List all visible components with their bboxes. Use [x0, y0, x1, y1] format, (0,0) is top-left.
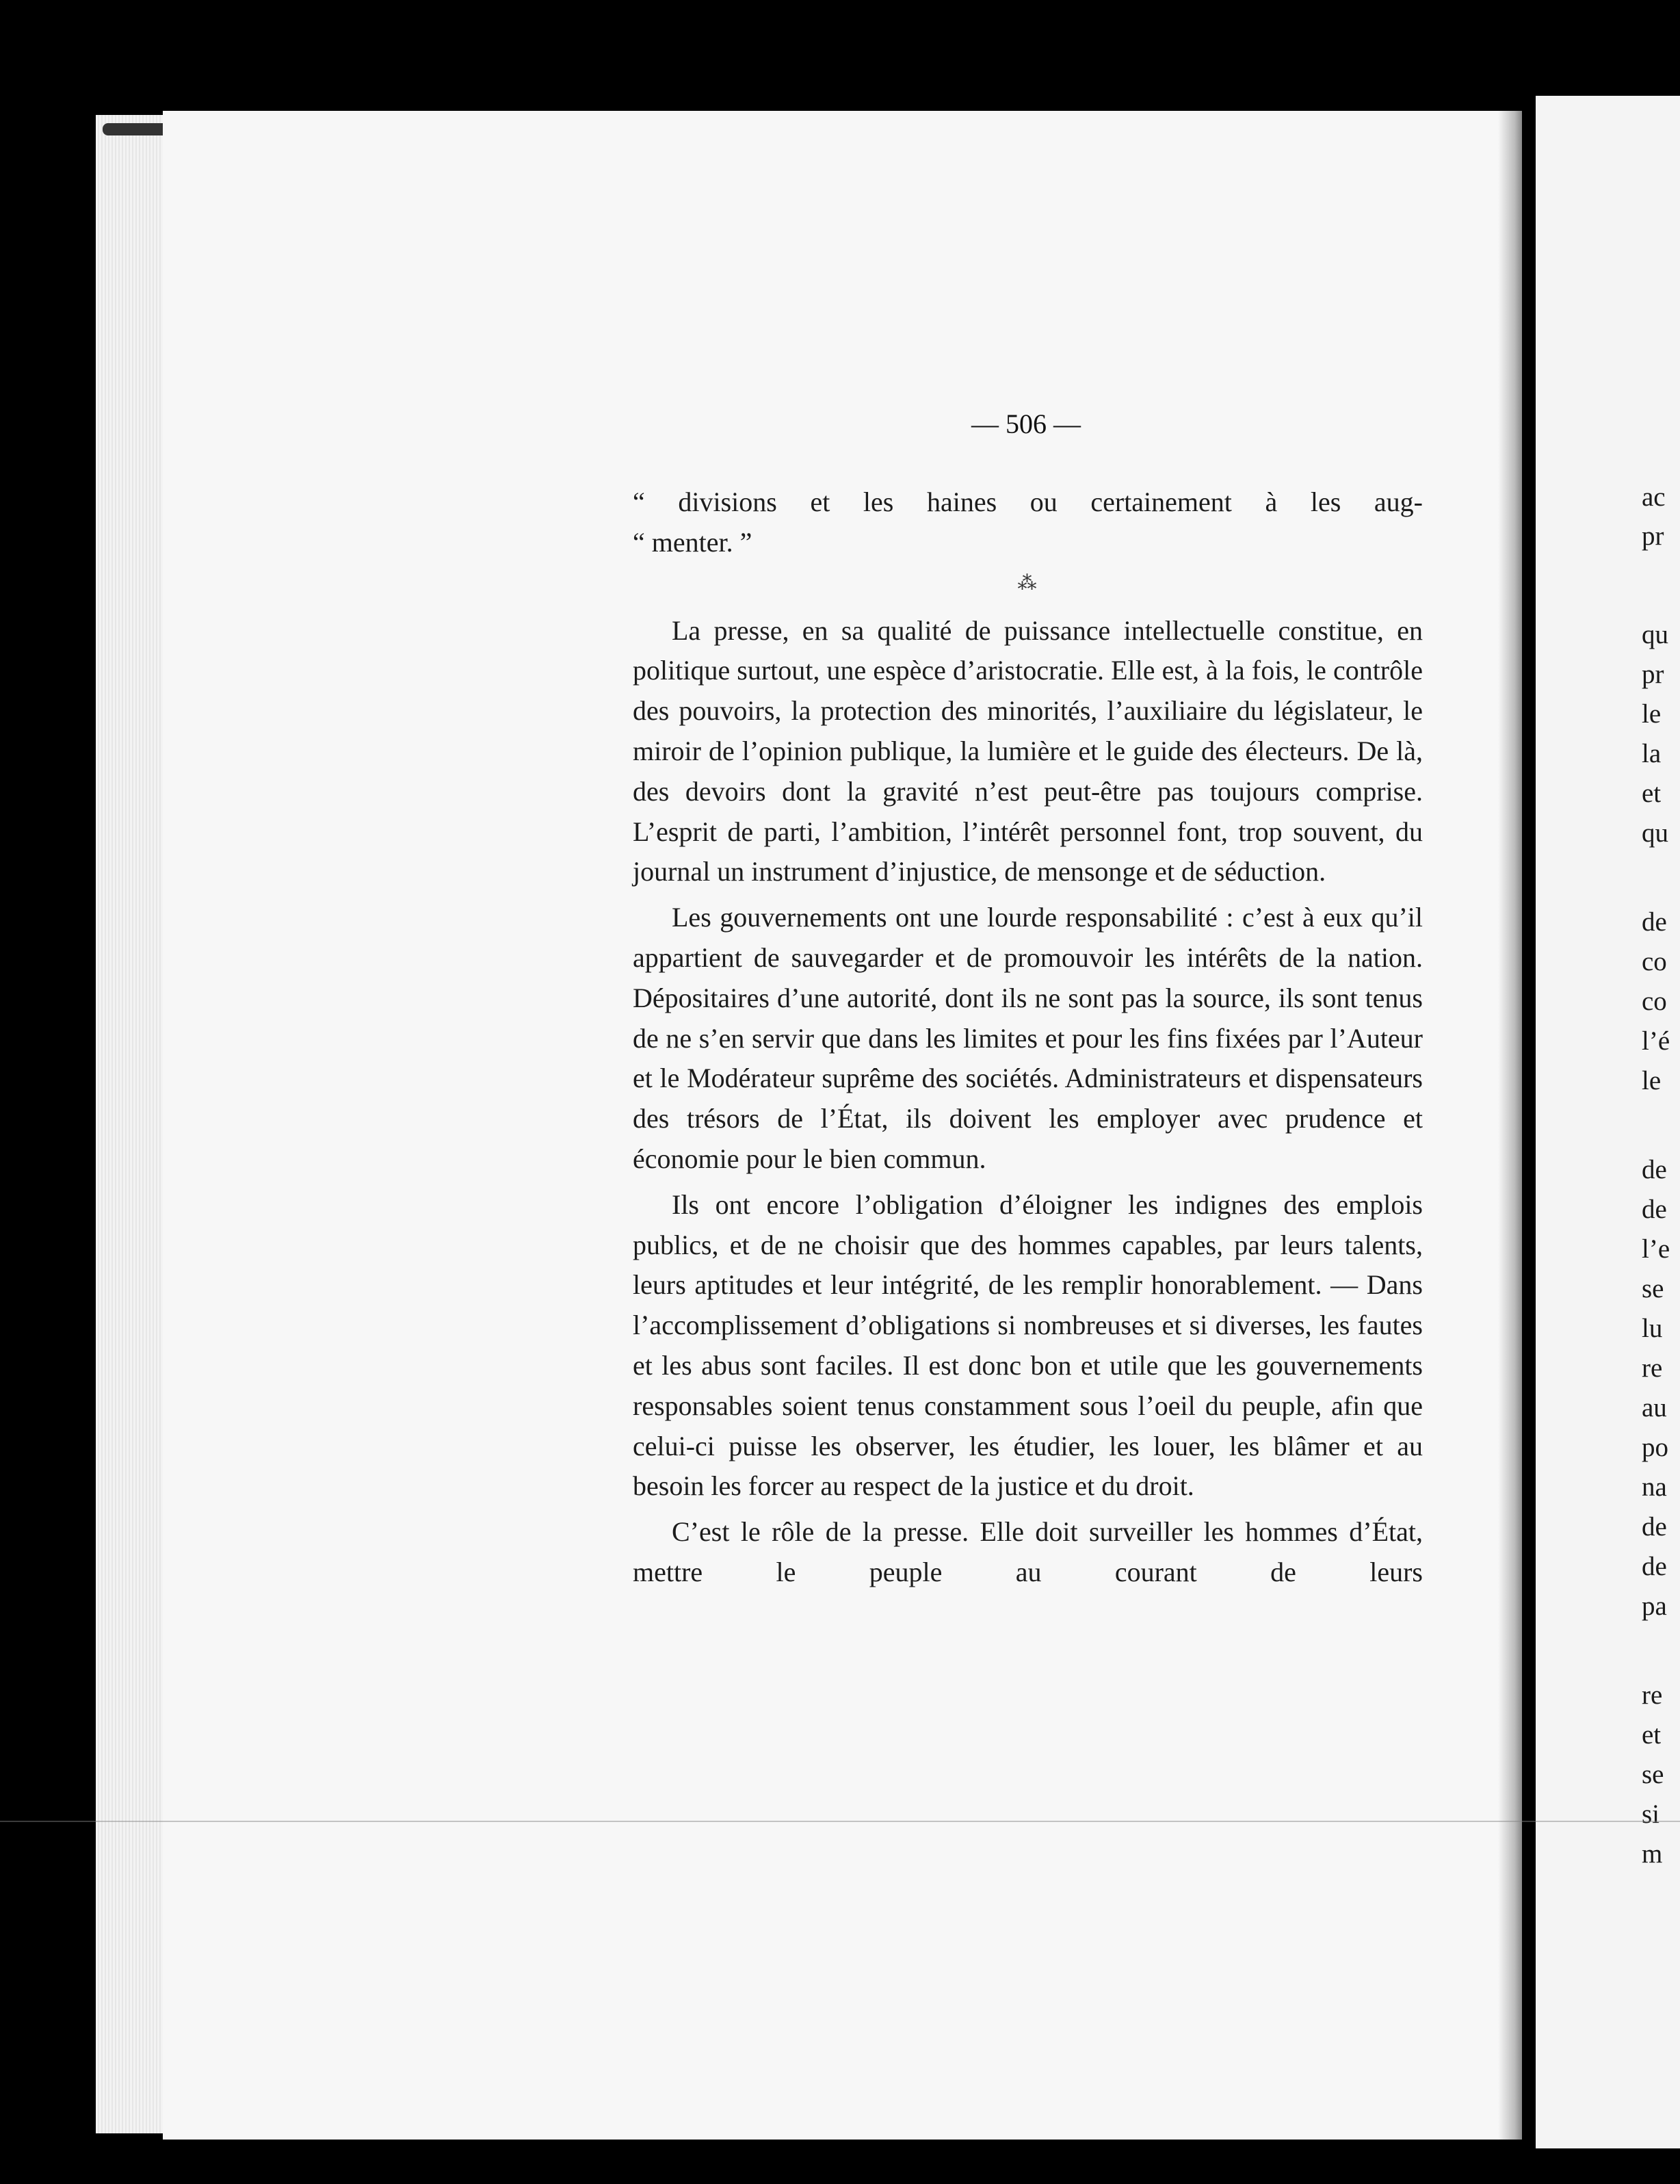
- right-page-fragment: de: [1642, 1155, 1667, 1184]
- right-page-fragment: lu: [1642, 1314, 1663, 1343]
- right-page: [1536, 96, 1680, 2148]
- right-page-fragment: le: [1642, 699, 1662, 729]
- paragraph: Ils ont encore l’obligation d’éloigner les indignes des emplois publics, et de ne choisir que des hommes capables, par leurs talents, leurs aptitudes et leur intégrité, de les remplir honorablement. — Dans l’accomplissement d’obligations si nombreuses et si diverses, les fautes et les abus sont faciles. Il est donc bon et utile que les gouvernements responsables soient tenus constamment sous l’oeil du peuple, afin que celui-ci puisse les observer, les étudier, les louer, les blâmer et au besoin les forcer au respect de la justice et du droit.: [633, 1188, 1423, 1502]
- right-page-fragment: m: [1642, 1839, 1663, 1869]
- right-page-fragment: pr: [1642, 521, 1664, 551]
- right-page-fragment: le: [1642, 1066, 1662, 1095]
- right-page-fragment: se: [1642, 1274, 1664, 1303]
- scan-artifact-line: [0, 1821, 1680, 1822]
- right-page-fragment: pa: [1642, 1591, 1667, 1621]
- right-page-fragment: na: [1642, 1472, 1667, 1502]
- paragraph: La presse, en sa qualité de puissance intellectuelle constitue, en politique surtout, une espèce d’aristocratie. Elle est, à la fois, le contrôle des pouvoirs, la protection des minorités, l’auxiliaire du législateur, le miroir de l’opinion publique, la lumière et le guide des électeurs. De là, des devoirs dont la gravité n’est peut-être pas toujours comprise. L’esprit de parti, l’ambition, l’intérêt personnel font, trop souvent, du journal un instrument d’injustice, de mensonge et de séduction.: [633, 614, 1423, 887]
- right-page-fragment: co: [1642, 987, 1667, 1016]
- right-page-fragment: re: [1642, 1680, 1663, 1710]
- right-page-fragment: pr: [1642, 660, 1664, 689]
- right-page-fragment: de: [1642, 1512, 1667, 1542]
- right-page-fragment: se: [1642, 1760, 1664, 1789]
- book-page-edges: [96, 115, 164, 2133]
- right-page-fragment: co: [1642, 947, 1667, 976]
- right-page-fragment: de: [1642, 1195, 1667, 1224]
- right-page-fragment: qu: [1642, 818, 1668, 848]
- gutter-shadow: [1498, 111, 1522, 2140]
- page-number: — 506 —: [971, 408, 1081, 439]
- right-page-fragment: de: [1642, 1552, 1667, 1581]
- right-page-fragment: ac: [1642, 482, 1666, 512]
- page-body: [633, 482, 1423, 1593]
- section-separator: ⁂: [1017, 572, 1038, 594]
- right-page-fragment: et: [1642, 1720, 1662, 1750]
- right-page-fragment: qu: [1642, 620, 1668, 649]
- quote-line: “ divisions et les haines ou certainement à les aug-: [633, 486, 1423, 517]
- paragraph: C’est le rôle de la presse. Elle doit surveiller les hommes d’État, mettre le peuple au courant de leurs: [633, 1516, 1423, 1587]
- right-page-fragment: et: [1642, 779, 1662, 808]
- right-page-fragment: de: [1642, 907, 1667, 937]
- quote-line: “ menter. ”: [633, 526, 752, 558]
- quoted-continuation: [633, 482, 1423, 563]
- right-page-fragment: au: [1642, 1393, 1667, 1422]
- paragraph: Les gouvernements ont une lourde responsabilité : c’est à eux qu’il appartient de sauvegarder et de promouvoir les intérêts de la nation. Dépositaires d’une autorité, dont ils ne sont pas la source, ils sont tenus de ne s’en servir que dans les limites et pour les fins fixées par l’Auteur et le Modérateur suprême des sociétés. Administrateurs et dispensateurs des trésors de l’État, ils doivent les employer avec prudence et économie pour le bien commun.: [633, 902, 1423, 1174]
- right-page-fragment: l’e: [1642, 1234, 1670, 1264]
- right-page-fragment: l’é: [1642, 1026, 1670, 1056]
- right-page-fragment: po: [1642, 1433, 1668, 1462]
- right-page-fragment: re: [1642, 1353, 1663, 1383]
- right-page-fragment: la: [1642, 739, 1662, 768]
- book-spine: [1522, 103, 1536, 2148]
- right-page-fragment: si: [1642, 1799, 1660, 1829]
